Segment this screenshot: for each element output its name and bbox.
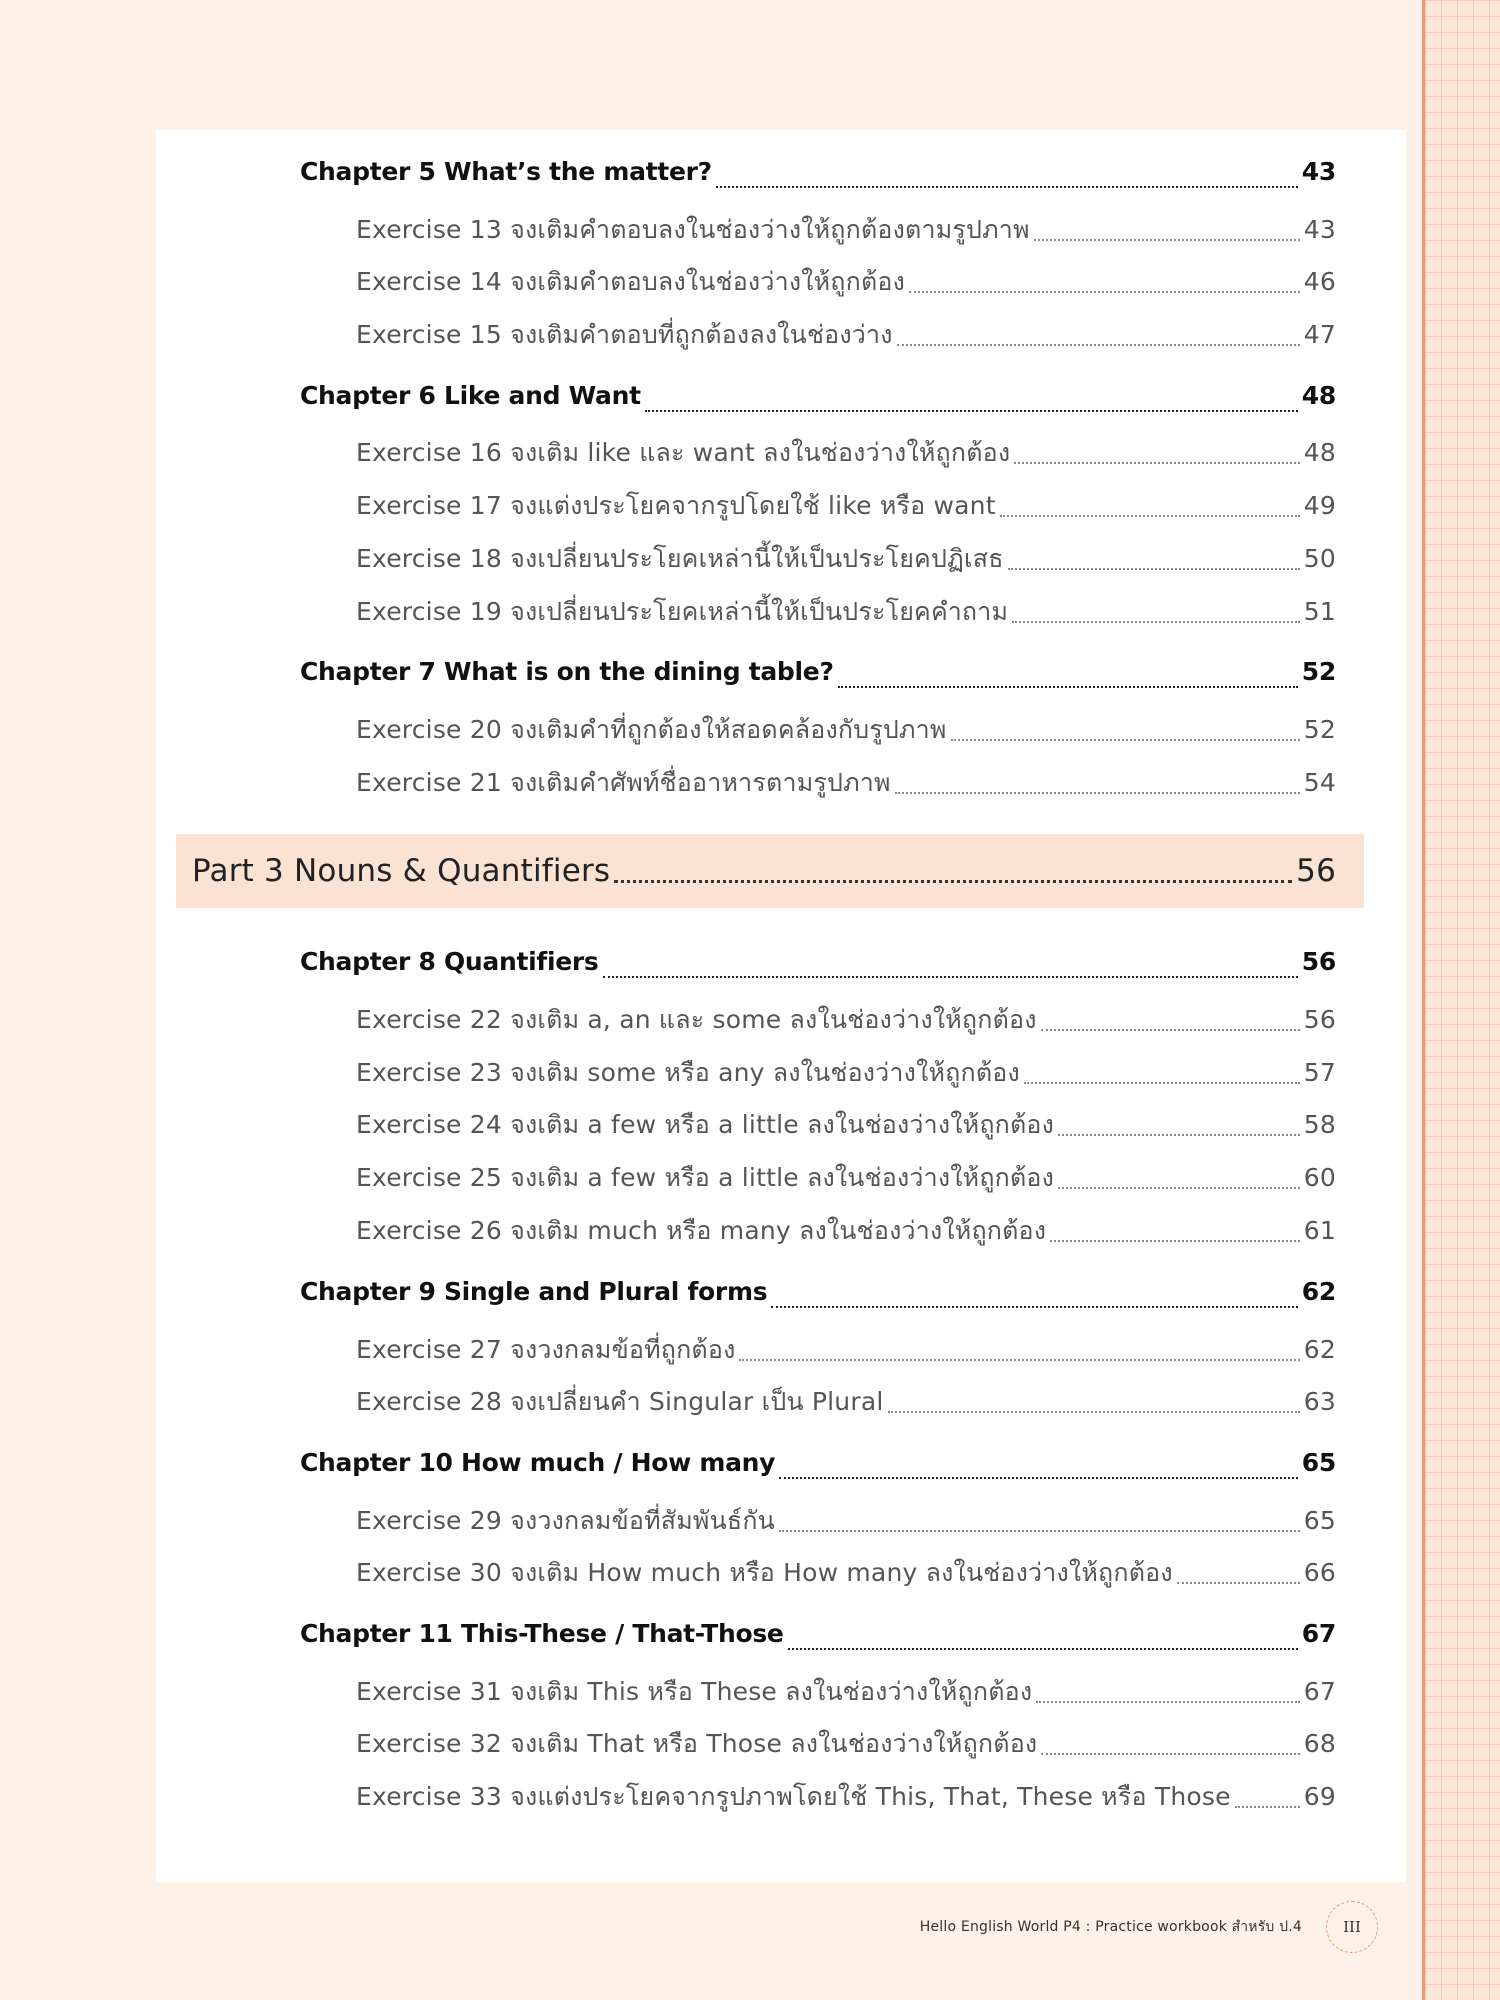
entry-page: 69	[1303, 1782, 1336, 1811]
entry-title: Chapter 9 Single and Plural forms	[300, 1277, 768, 1306]
entry-page: 67	[1301, 1619, 1336, 1648]
entry-page: 46	[1303, 267, 1336, 296]
leader-dots	[1050, 1239, 1300, 1242]
entry-page: 67	[1303, 1677, 1336, 1706]
entry-page: 60	[1303, 1163, 1336, 1192]
toc-exercise-21[interactable]	[356, 763, 1336, 803]
leader-dots	[788, 1647, 1298, 1650]
toc-exercise-15[interactable]	[356, 315, 1336, 355]
toc-chapter-7[interactable]	[300, 657, 1336, 697]
entry-page: 43	[1303, 215, 1336, 244]
toc-exercise-31[interactable]	[356, 1672, 1336, 1712]
entry-page: 43	[1301, 157, 1336, 186]
entry-page: 56	[1296, 853, 1336, 889]
toc-exercise-22[interactable]	[356, 1000, 1336, 1040]
leader-dots	[603, 975, 1298, 978]
entry-page: 61	[1303, 1216, 1336, 1245]
leader-dots	[909, 290, 1300, 293]
toc-exercise-23[interactable]	[356, 1053, 1336, 1093]
entry-page: 62	[1301, 1277, 1336, 1306]
toc-chapter-6[interactable]	[300, 381, 1336, 421]
entry-title: Chapter 7 What is on the dining table?	[300, 657, 834, 686]
entry-page: 65	[1301, 1448, 1336, 1477]
entry-title: Exercise 19 จงเปลี่ยนประโยคเหล่านี้ให้เป็นประโยคคำถาม	[356, 597, 1009, 626]
leader-dots	[897, 343, 1300, 346]
toc-chapter-9[interactable]	[300, 1277, 1336, 1317]
entry-page: 66	[1303, 1558, 1336, 1587]
entry-page: 65	[1303, 1506, 1336, 1535]
leader-dots	[1034, 238, 1300, 241]
entry-title: Exercise 24 จงเติม a few หรือ a little ลงในช่องว่างให้ถูกต้อง	[356, 1110, 1055, 1139]
entry-page: 48	[1303, 438, 1336, 467]
leader-dots	[895, 791, 1300, 794]
toc-chapter-8[interactable]	[300, 947, 1336, 987]
toc-exercise-13[interactable]	[356, 210, 1336, 250]
toc-exercise-16[interactable]	[356, 433, 1336, 473]
toc-exercise-27[interactable]	[356, 1330, 1336, 1370]
toc-chapter-5[interactable]	[300, 157, 1336, 197]
entry-title: Chapter 11 This-These / That-Those	[300, 1619, 784, 1648]
toc-exercise-33[interactable]	[356, 1777, 1336, 1817]
leader-dots	[1177, 1581, 1300, 1584]
entry-title: Exercise 17 จงแต่งประโยคจากรูปโดยใช้ like หรือ want	[356, 491, 996, 520]
entry-page: 51	[1303, 597, 1336, 626]
leader-dots	[1058, 1186, 1300, 1189]
entry-title: Exercise 14 จงเติมคำตอบลงในช่องว่างให้ถูกต้อง	[356, 267, 906, 296]
toc-exercise-19[interactable]	[356, 592, 1336, 632]
leader-dots	[888, 1410, 1300, 1413]
entry-title: Exercise 16 จงเติม like และ want ลงในช่องว่างให้ถูกต้อง	[356, 438, 1011, 467]
entry-page: 56	[1301, 947, 1336, 976]
leader-dots	[1012, 620, 1300, 623]
toc-exercise-20[interactable]	[356, 710, 1336, 750]
entry-title: Exercise 21 จงเติมคำศัพท์ชื่ออาหารตามรูปภาพ	[356, 768, 891, 797]
entry-title: Exercise 27 จงวงกลมข้อที่ถูกต้อง	[356, 1335, 736, 1364]
footer-book-title: Hello English World P4 : Practice workbook สำหรับ ป.4	[919, 1919, 1302, 1935]
leader-dots	[1024, 1081, 1300, 1084]
toc-exercise-24[interactable]	[356, 1105, 1336, 1145]
toc-chapter-11[interactable]	[300, 1619, 1336, 1659]
leader-dots	[1041, 1028, 1300, 1031]
entry-page: 56	[1303, 1005, 1336, 1034]
entry-page: 68	[1303, 1729, 1336, 1758]
entry-title: Exercise 30 จงเติม How much หรือ How many ลงในช่องว่างให้ถูกต้อง	[356, 1558, 1173, 1587]
toc-chapter-10[interactable]	[300, 1448, 1336, 1488]
entry-title: Exercise 29 จงวงกลมข้อที่สัมพันธ์กัน	[356, 1506, 775, 1535]
leader-dots	[771, 1305, 1298, 1308]
entry-title: Exercise 22 จงเติม a, an และ some ลงในช่องว่างให้ถูกต้อง	[356, 1005, 1037, 1034]
leader-dots	[1058, 1133, 1300, 1136]
page-number: III	[1343, 1918, 1361, 1936]
entry-title: Chapter 5 What’s the matter?	[300, 157, 712, 186]
entry-page: 52	[1303, 715, 1336, 744]
grid-paper-margin	[1422, 0, 1500, 2000]
entry-title: Exercise 25 จงเติม a few หรือ a little ลงในช่องว่างให้ถูกต้อง	[356, 1163, 1055, 1192]
entry-title: Exercise 18 จงเปลี่ยนประโยคเหล่านี้ให้เป็นประโยคปฏิเสธ	[356, 544, 1004, 573]
entry-page: 62	[1303, 1335, 1336, 1364]
leader-dots	[739, 1358, 1299, 1361]
leader-dots	[1000, 514, 1300, 517]
entry-title: Exercise 31 จงเติม This หรือ These ลงในช่องว่างให้ถูกต้อง	[356, 1677, 1033, 1706]
entry-title: Part 3 Nouns & Quantifiers	[192, 853, 611, 889]
entry-page: 47	[1303, 320, 1336, 349]
toc-exercise-17[interactable]	[356, 486, 1336, 526]
leader-dots	[951, 738, 1300, 741]
leader-dots	[838, 685, 1298, 688]
toc-exercise-18[interactable]	[356, 539, 1336, 579]
toc-exercise-29[interactable]	[356, 1501, 1336, 1541]
entry-page: 54	[1303, 768, 1336, 797]
leader-dots	[1235, 1805, 1300, 1808]
leader-dots	[1008, 567, 1300, 570]
leader-dots	[1041, 1752, 1299, 1755]
leader-dots	[779, 1476, 1298, 1479]
leader-dots	[716, 185, 1298, 188]
toc-exercise-28[interactable]	[356, 1382, 1336, 1422]
entry-page: 63	[1303, 1387, 1336, 1416]
entry-title: Exercise 26 จงเติม much หรือ many ลงในช่องว่างให้ถูกต้อง	[356, 1216, 1047, 1245]
toc-exercise-30[interactable]	[356, 1553, 1336, 1593]
entry-title: Exercise 33 จงแต่งประโยคจากรูปภาพโดยใช้ This, That, These หรือ Those	[356, 1782, 1231, 1811]
entry-page: 58	[1303, 1110, 1336, 1139]
entry-title: Chapter 6 Like and Want	[300, 381, 641, 410]
entry-title: Exercise 13 จงเติมคำตอบลงในช่องว่างให้ถูกต้องตามรูปภาพ	[356, 215, 1030, 244]
entry-title: Chapter 8 Quantifiers	[300, 947, 599, 976]
toc-part-3[interactable]	[192, 853, 1336, 893]
toc-exercise-32[interactable]	[356, 1724, 1336, 1764]
entry-page: 48	[1301, 381, 1336, 410]
leader-dots	[1014, 461, 1299, 464]
leader-dots	[779, 1529, 1300, 1532]
entry-title: Exercise 23 จงเติม some หรือ any ลงในช่องว่างให้ถูกต้อง	[356, 1058, 1020, 1087]
leader-dots	[614, 879, 1292, 883]
entry-title: Exercise 32 จงเติม That หรือ Those ลงในช่องว่างให้ถูกต้อง	[356, 1729, 1038, 1758]
toc-exercise-14[interactable]	[356, 262, 1336, 302]
toc-exercise-26[interactable]	[356, 1211, 1336, 1251]
entry-page: 52	[1301, 657, 1336, 686]
entry-title: Chapter 10 How much / How many	[300, 1448, 776, 1477]
leader-dots	[1036, 1700, 1300, 1703]
entry-title: Exercise 20 จงเติมคำที่ถูกต้องให้สอดคล้องกับรูปภาพ	[356, 715, 947, 744]
entry-title: Exercise 28 จงเปลี่ยนคำ Singular เป็น Plural	[356, 1387, 884, 1416]
entry-title: Exercise 15 จงเติมคำตอบที่ถูกต้องลงในช่องว่าง	[356, 320, 893, 349]
entry-page: 57	[1303, 1058, 1336, 1087]
entry-page: 49	[1303, 491, 1336, 520]
leader-dots	[645, 409, 1298, 412]
entry-page: 50	[1303, 544, 1336, 573]
page-number-badge	[1326, 1901, 1378, 1953]
toc-exercise-25[interactable]	[356, 1158, 1336, 1198]
